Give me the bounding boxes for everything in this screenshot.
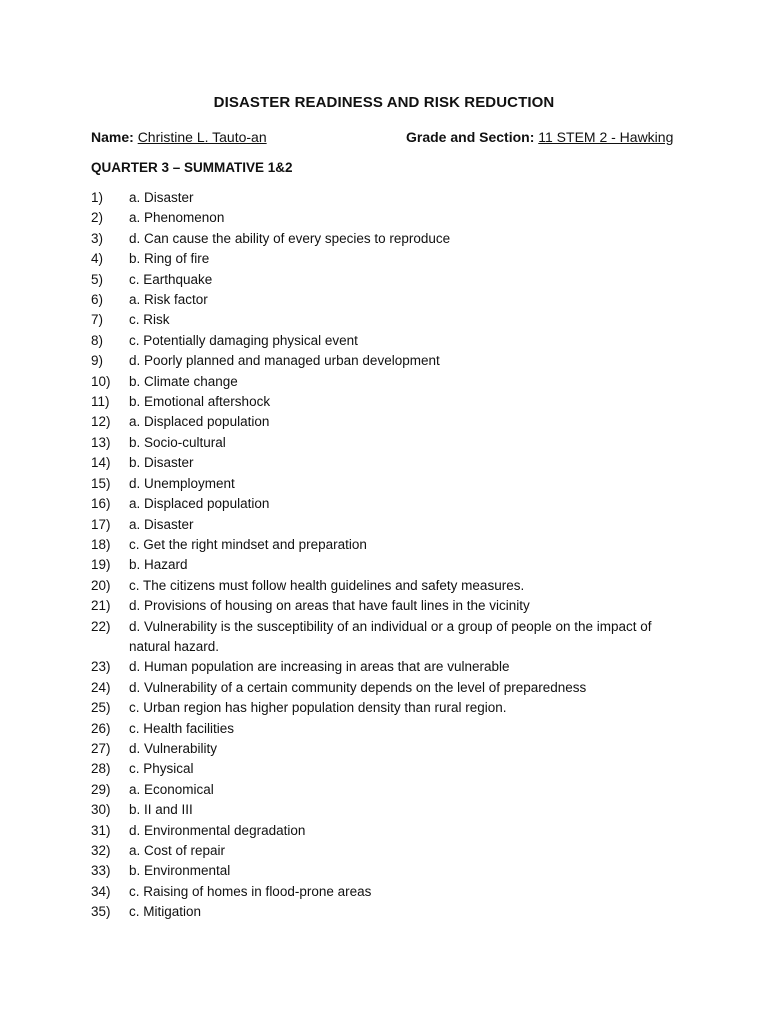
- answer-number: 22): [91, 618, 111, 634]
- answer-item: [91, 882, 691, 902]
- answer-number: 30): [91, 802, 111, 818]
- answer-item: [91, 861, 691, 881]
- answer-item: [91, 739, 691, 759]
- answer-text: a. Displaced population: [129, 496, 270, 512]
- answer-number: 33): [91, 863, 111, 879]
- answer-list: [91, 188, 691, 923]
- answer-number: 28): [91, 761, 111, 777]
- answer-number: 4): [91, 251, 104, 267]
- answer-number: 10): [91, 373, 111, 389]
- grade-section-value: 11 STEM 2 - Hawking: [538, 129, 674, 145]
- answer-item: [91, 576, 691, 596]
- answer-number: 6): [91, 292, 104, 308]
- answer-number: 12): [91, 414, 111, 430]
- answer-item: [91, 515, 691, 535]
- answer-number: 9): [91, 353, 104, 369]
- answer-number: 18): [91, 536, 111, 552]
- answer-text: c. Earthquake: [129, 271, 213, 287]
- answer-text: d. Provisions of housing on areas that have fault lines in the vicinity: [129, 598, 530, 614]
- answer-text: c. Mitigation: [129, 904, 202, 920]
- answer-item: [91, 412, 691, 432]
- answer-text: c. Physical: [129, 761, 194, 777]
- answer-item: [91, 657, 691, 677]
- answer-text: d. Vulnerability is the susceptibility of an individual or a group of people on the impact of natural hazard.: [129, 618, 652, 654]
- answer-item: [91, 596, 691, 616]
- answer-item: [91, 617, 691, 658]
- answer-text: b. Emotional aftershock: [129, 394, 271, 410]
- answer-text: b. Hazard: [129, 557, 188, 573]
- answer-number: 15): [91, 475, 111, 491]
- answer-text: b. Environmental: [129, 863, 231, 879]
- answer-item: [91, 351, 691, 371]
- answer-number: 25): [91, 700, 111, 716]
- answer-text: b. Climate change: [129, 373, 238, 389]
- answer-item: [91, 270, 691, 290]
- answer-text: c. Health facilities: [129, 720, 235, 736]
- answer-text: d. Vulnerability: [129, 740, 218, 756]
- answer-text: d. Vulnerability of a certain community depends on the level of preparedness: [129, 679, 587, 695]
- quarter-heading: QUARTER 3 – SUMMATIVE 1&2: [91, 160, 293, 175]
- answer-item: [91, 249, 691, 269]
- answer-number: 26): [91, 720, 111, 736]
- answer-item: [91, 698, 691, 718]
- answer-text: a. Displaced population: [129, 414, 270, 430]
- answer-number: 17): [91, 516, 111, 532]
- name-value: Christine L. Tauto-an: [137, 129, 267, 145]
- answer-item: [91, 331, 691, 351]
- answer-text: b. Ring of fire: [129, 251, 210, 267]
- answer-text: d. Unemployment: [129, 475, 235, 491]
- answer-text: b. Socio-cultural: [129, 434, 226, 450]
- answer-item: [91, 453, 691, 473]
- grade-section-field: [406, 129, 673, 145]
- answer-number: 13): [91, 434, 111, 450]
- answer-item: [91, 800, 691, 820]
- answer-number: 19): [91, 557, 111, 573]
- answer-item: [91, 678, 691, 698]
- answer-number: 35): [91, 904, 111, 920]
- answer-text: d. Human population are increasing in areas that are vulnerable: [129, 659, 510, 675]
- answer-number: 23): [91, 659, 111, 675]
- answer-text: c. Risk: [129, 312, 170, 328]
- answer-item: [91, 474, 691, 494]
- answer-text: a. Economical: [129, 781, 214, 797]
- answer-item: [91, 535, 691, 555]
- answer-item: [91, 433, 691, 453]
- answer-number: 31): [91, 822, 111, 838]
- answer-text: b. Disaster: [129, 455, 194, 471]
- answer-number: 8): [91, 332, 104, 348]
- answer-text: a. Disaster: [129, 190, 194, 205]
- answer-text: d. Can cause the ability of every species to reproduce: [129, 230, 451, 246]
- answer-number: 5): [91, 271, 104, 287]
- answer-item: [91, 229, 691, 249]
- answer-item: [91, 841, 691, 861]
- answer-item: [91, 208, 691, 228]
- answer-text: c. Urban region has higher population density than rural region.: [129, 700, 507, 716]
- answer-text: a. Phenomenon: [129, 210, 225, 226]
- answer-item: [91, 821, 691, 841]
- answer-number: 7): [91, 312, 104, 328]
- answer-number: 1): [91, 190, 104, 205]
- answer-text: c. The citizens must follow health guidelines and safety measures.: [129, 577, 525, 593]
- answer-item: [91, 372, 691, 392]
- student-info: [91, 129, 711, 149]
- answer-text: c. Potentially damaging physical event: [129, 332, 358, 348]
- answer-text: d. Poorly planned and managed urban development: [129, 353, 440, 369]
- answer-number: 27): [91, 740, 111, 756]
- answer-number: 14): [91, 455, 111, 471]
- answer-number: 3): [91, 230, 104, 246]
- answer-number: 20): [91, 577, 111, 593]
- answer-number: 11): [91, 394, 110, 410]
- answer-number: 16): [91, 496, 111, 512]
- answer-number: 32): [91, 843, 111, 858]
- answer-text: c. Get the right mindset and preparation: [129, 536, 367, 552]
- name-label: Name:: [91, 129, 134, 145]
- answer-item: [91, 494, 691, 514]
- name-field: [91, 129, 267, 145]
- answer-text: b. II and III: [129, 802, 193, 818]
- answer-item: [91, 719, 691, 739]
- answer-text: a. Disaster: [129, 516, 194, 532]
- answer-item: [91, 902, 691, 922]
- answer-text: a. Risk factor: [129, 292, 208, 308]
- answer-text: c. Raising of homes in flood-prone areas: [129, 883, 372, 899]
- answer-item: [91, 759, 691, 779]
- answer-item: [91, 392, 691, 412]
- answer-item: [91, 780, 691, 800]
- answer-item: [91, 188, 691, 208]
- answer-item: [91, 310, 691, 330]
- answer-text: d. Environmental degradation: [129, 822, 306, 838]
- answer-number: 34): [91, 883, 111, 899]
- answer-number: 24): [91, 679, 111, 695]
- grade-section-label: Grade and Section:: [406, 129, 535, 145]
- answer-number: 21): [91, 598, 111, 614]
- page-title: DISASTER READINESS AND RISK REDUCTION: [213, 94, 555, 111]
- answer-item: [91, 555, 691, 575]
- answer-number: 29): [91, 781, 111, 797]
- answer-text: a. Cost of repair: [129, 843, 226, 858]
- answer-item: [91, 290, 691, 310]
- answer-number: 2): [91, 210, 104, 226]
